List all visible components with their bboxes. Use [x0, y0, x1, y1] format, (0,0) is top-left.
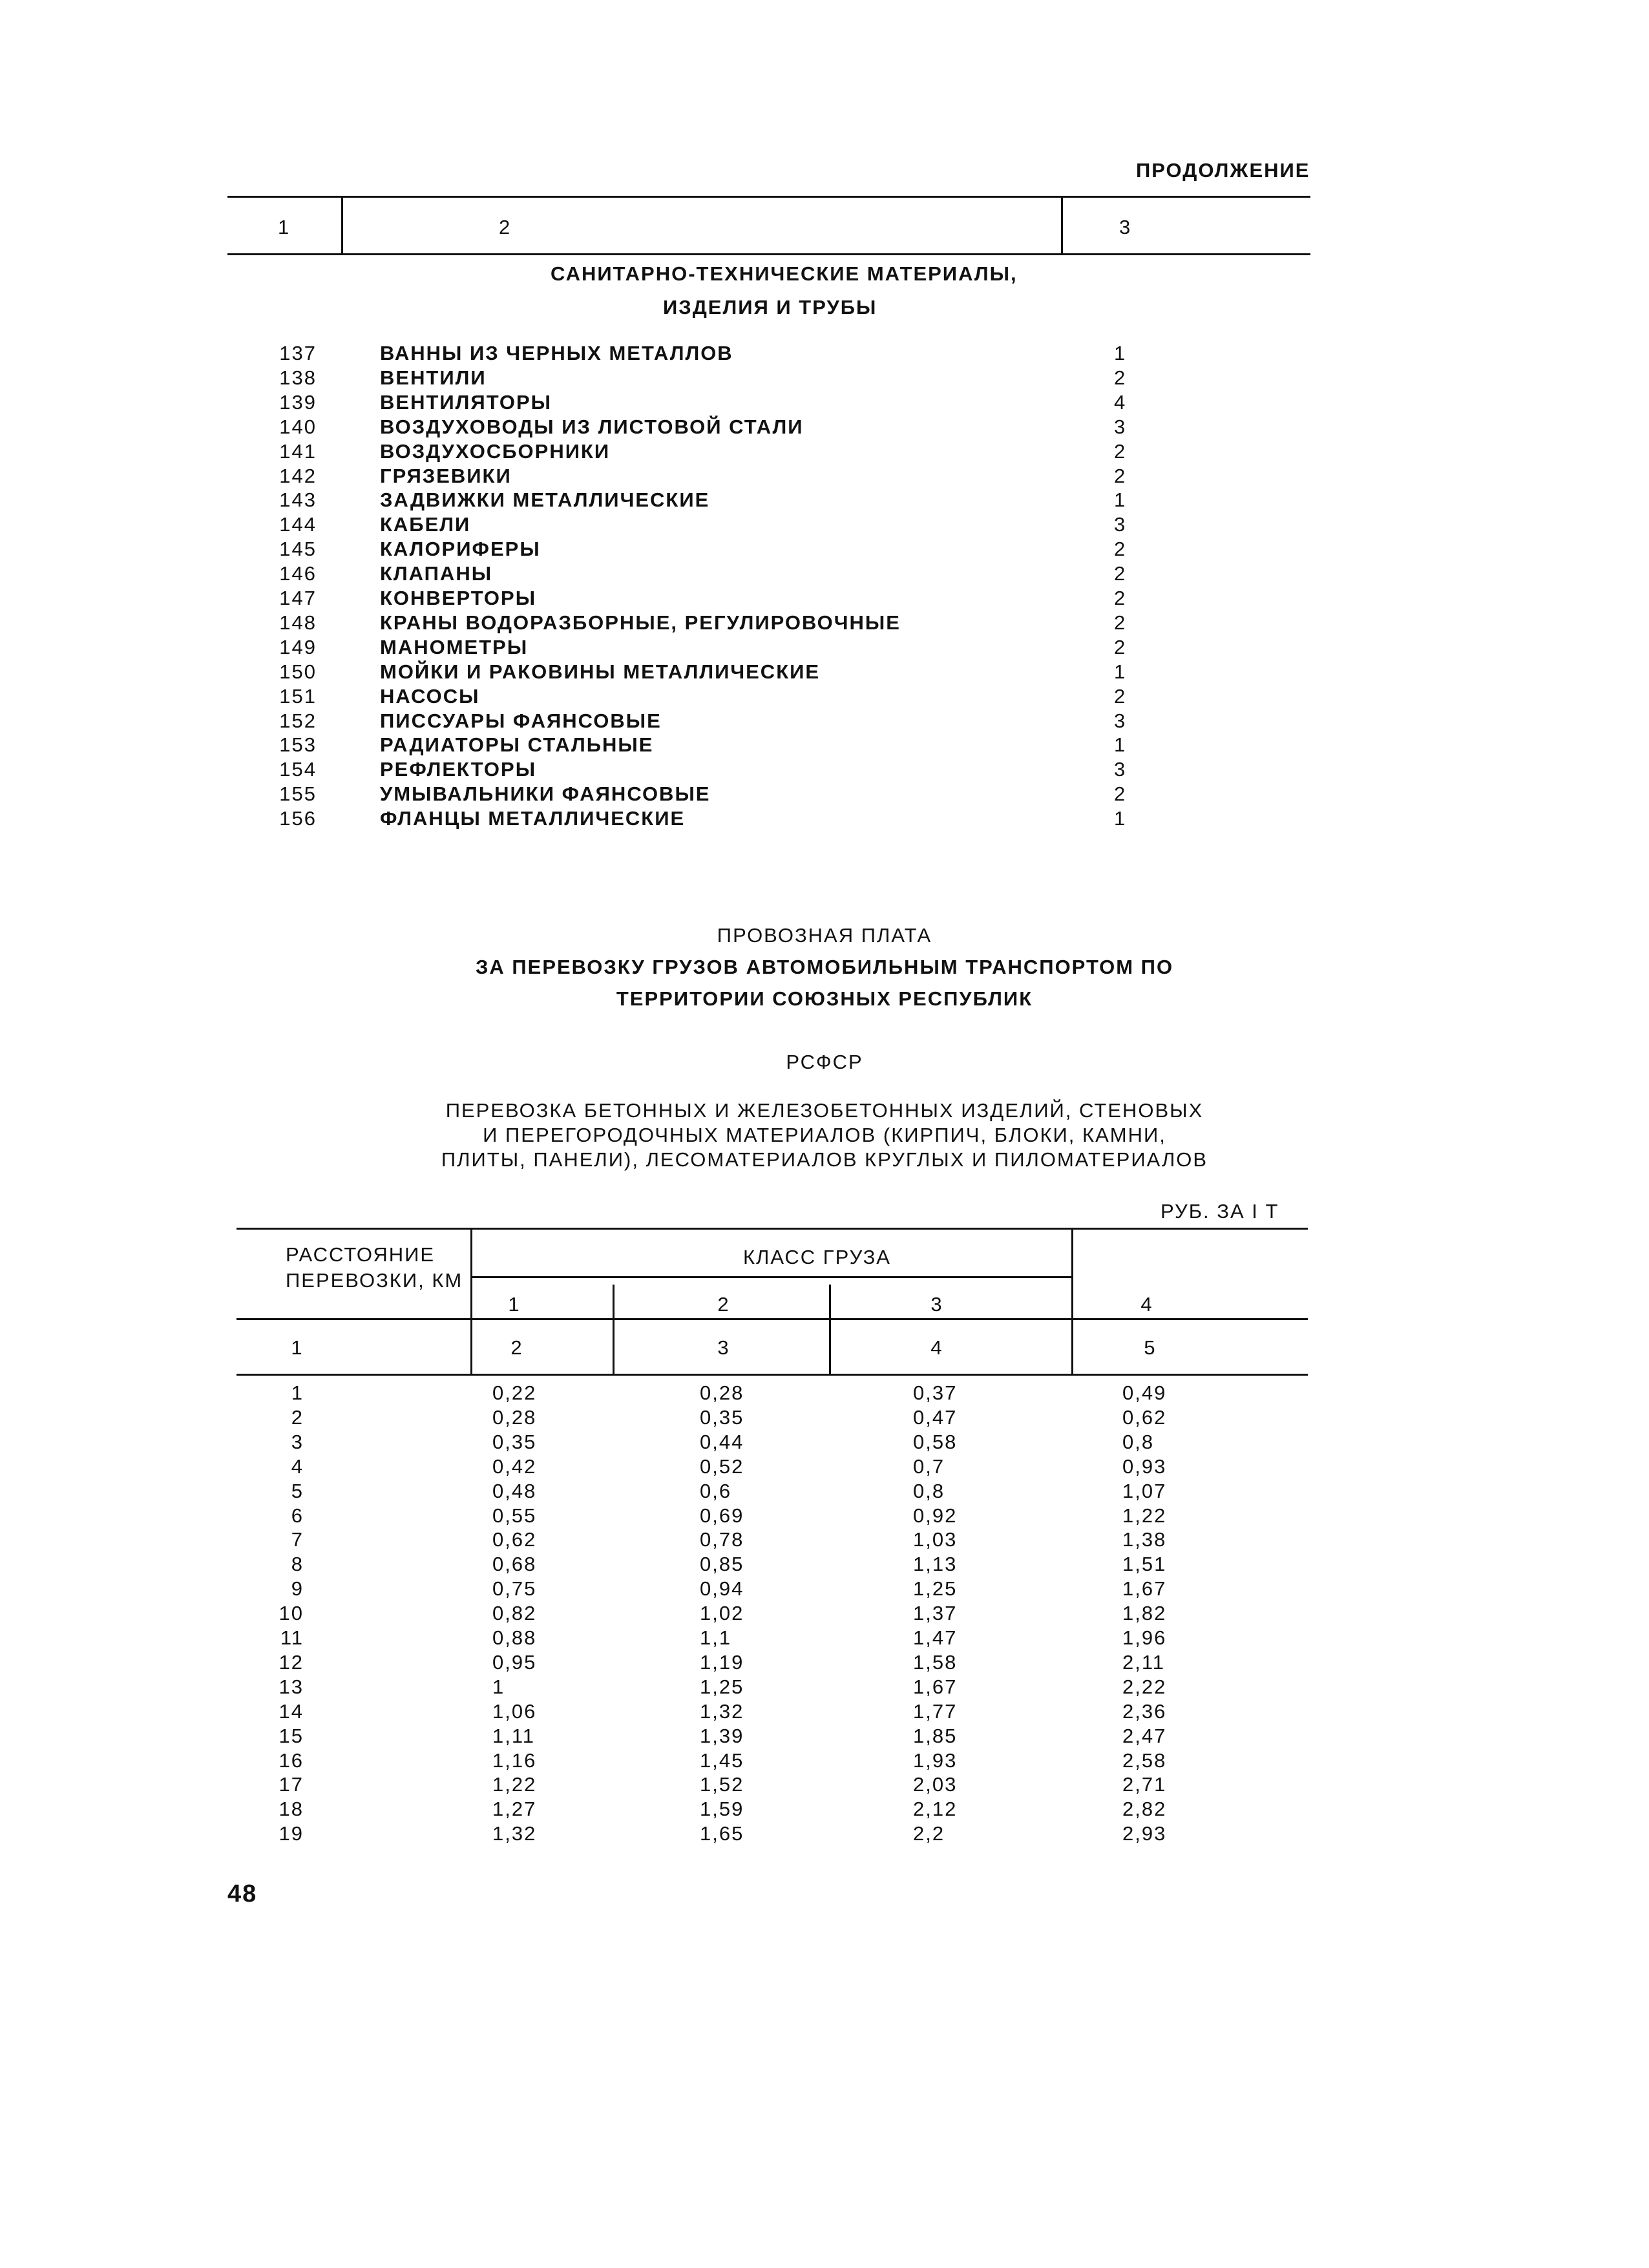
- table2-col-divider-3: [829, 1285, 831, 1374]
- fee-class-1: 0,62: [492, 1528, 537, 1551]
- fee-class-2: 0,28: [700, 1381, 744, 1404]
- table2-row: [0, 1652, 1649, 1677]
- fee-class-2: 0,52: [700, 1455, 744, 1478]
- distance-km: 18: [278, 1798, 304, 1820]
- class-number-2: 2: [717, 1293, 730, 1316]
- section-title-line1: САНИТАРНО-ТЕХНИЧЕСКИЕ МАТЕРИАЛЫ,: [551, 262, 1018, 285]
- column-number-4: 4: [930, 1336, 943, 1359]
- item-class: 1: [1114, 342, 1127, 364]
- table1-header-rule: [227, 253, 1310, 255]
- fee-class-2: 0,85: [700, 1553, 744, 1575]
- fee-class-1: 1,32: [492, 1822, 537, 1845]
- class-header: КЛАСС ГРУЗА: [743, 1246, 891, 1268]
- fee-class-1: 1,22: [492, 1773, 537, 1796]
- fee-class-4: 2,36: [1122, 1700, 1167, 1723]
- fee-class-4: 1,51: [1122, 1553, 1167, 1575]
- distance-km: 8: [291, 1553, 304, 1575]
- fee-class-1: 1,16: [492, 1749, 537, 1772]
- table2-class-numbers-rule: [236, 1318, 1308, 1320]
- item-class: 3: [1114, 758, 1127, 781]
- item-name: ВОЗДУХОСБОРНИКИ: [380, 440, 611, 463]
- fee-class-2: 0,35: [700, 1406, 744, 1429]
- republic-heading: РСФСР: [786, 1051, 863, 1073]
- fee-class-2: 0,6: [700, 1480, 732, 1502]
- table2-row: [0, 1432, 1649, 1456]
- fee-class-3: 0,37: [913, 1381, 958, 1404]
- table1-row: [0, 343, 1649, 368]
- item-class: 1: [1114, 488, 1127, 511]
- fee-class-1: 0,42: [492, 1455, 537, 1478]
- fee-class-1: 1,06: [492, 1700, 537, 1723]
- column-number-1: 1: [291, 1336, 304, 1359]
- fee-title-line1: ПРОВОЗНАЯ ПЛАТА: [717, 924, 932, 947]
- item-name: ВОЗДУХОВОДЫ ИЗ ЛИСТОВОЙ СТАЛИ: [380, 415, 804, 438]
- table1-row: [0, 588, 1649, 613]
- item-class: 2: [1114, 440, 1127, 463]
- item-class: 4: [1114, 391, 1127, 414]
- table1-header-col3: 3: [1119, 216, 1132, 238]
- table1-row: [0, 563, 1649, 588]
- item-number: 153: [279, 733, 317, 756]
- fee-class-3: 1,13: [913, 1553, 958, 1575]
- item-name: ВАННЫ ИЗ ЧЕРНЫХ МЕТАЛЛОВ: [380, 342, 733, 364]
- item-name: МАНОМЕТРЫ: [380, 636, 529, 658]
- item-class: 2: [1114, 782, 1127, 805]
- table1-row: [0, 392, 1649, 417]
- class-number-4: 4: [1140, 1293, 1153, 1316]
- item-name: КАЛОРИФЕРЫ: [380, 538, 541, 560]
- table1-col-divider-1: [341, 196, 343, 255]
- fee-class-3: 1,25: [913, 1577, 958, 1600]
- fee-class-3: 2,2: [913, 1822, 945, 1845]
- item-name: ВЕНТИЛИ: [380, 366, 487, 389]
- class-number-3: 3: [930, 1293, 943, 1316]
- table2-class-rule: [470, 1276, 1071, 1278]
- table2-row: [0, 1481, 1649, 1506]
- distance-km: 17: [278, 1773, 304, 1796]
- item-class: 2: [1114, 636, 1127, 658]
- item-number: 152: [279, 709, 317, 732]
- table2-row: [0, 1529, 1649, 1554]
- distance-header-line1: РАССТОЯНИЕ: [286, 1243, 436, 1266]
- fee-class-4: 2,93: [1122, 1822, 1167, 1845]
- table1-row: [0, 662, 1649, 686]
- distance-km: 2: [291, 1406, 304, 1429]
- fee-class-3: 2,03: [913, 1773, 958, 1796]
- fee-title-line2: ЗА ПЕРЕВОЗКУ ГРУЗОВ АВТОМОБИЛЬНЫМ ТРАНСПОРТОМ ПО: [475, 956, 1174, 978]
- fee-class-4: 1,07: [1122, 1480, 1167, 1502]
- table2-header-rule: [236, 1374, 1308, 1376]
- item-name: ГРЯЗЕВИКИ: [380, 465, 512, 487]
- class-number-1: 1: [508, 1293, 521, 1316]
- item-number: 139: [279, 391, 317, 414]
- table1-row: [0, 637, 1649, 662]
- distance-km: 3: [291, 1431, 304, 1453]
- fee-class-1: 1: [492, 1675, 505, 1698]
- column-number-3: 3: [717, 1336, 730, 1359]
- item-number: 141: [279, 440, 317, 463]
- item-number: 137: [279, 342, 317, 364]
- table2-row: [0, 1701, 1649, 1726]
- fee-class-3: 1,47: [913, 1626, 958, 1649]
- item-class: 2: [1114, 587, 1127, 609]
- table1-row: [0, 808, 1649, 833]
- item-class: 1: [1114, 660, 1127, 683]
- fee-class-2: 0,44: [700, 1431, 744, 1453]
- fee-class-1: 0,95: [492, 1651, 537, 1674]
- item-class: 2: [1114, 366, 1127, 389]
- table2-col-divider-4: [1071, 1228, 1073, 1374]
- item-number: 143: [279, 488, 317, 511]
- fee-class-3: 1,03: [913, 1528, 958, 1551]
- table2-top-rule: [236, 1228, 1308, 1230]
- table2-row: [0, 1456, 1649, 1481]
- transport-desc-line1: ПЕРЕВОЗКА БЕТОННЫХ И ЖЕЛЕЗОБЕТОННЫХ ИЗДЕЛИЙ, СТЕНОВЫХ: [445, 1099, 1204, 1122]
- item-number: 144: [279, 513, 317, 536]
- item-number: 148: [279, 611, 317, 634]
- item-number: 140: [279, 415, 317, 438]
- table2-row: [0, 1677, 1649, 1701]
- fee-class-1: 0,88: [492, 1626, 537, 1649]
- fee-class-2: 1,02: [700, 1602, 744, 1624]
- table1-header-col1: 1: [278, 216, 291, 238]
- fee-class-4: 0,49: [1122, 1381, 1167, 1404]
- item-name: КОНВЕРТОРЫ: [380, 587, 537, 609]
- table1-row: [0, 759, 1649, 784]
- fee-class-2: 1,52: [700, 1773, 744, 1796]
- fee-class-4: 2,47: [1122, 1725, 1167, 1747]
- table2-row: [0, 1383, 1649, 1407]
- table1-row: [0, 368, 1649, 392]
- fee-class-3: 0,58: [913, 1431, 958, 1453]
- table1-row: [0, 417, 1649, 441]
- item-number: 150: [279, 660, 317, 683]
- fee-title-line3: ТЕРРИТОРИИ СОЮЗНЫХ РЕСПУБЛИК: [616, 987, 1033, 1010]
- distance-km: 11: [280, 1626, 304, 1649]
- fee-class-3: 1,85: [913, 1725, 958, 1747]
- item-number: 151: [279, 685, 317, 708]
- distance-km: 16: [278, 1749, 304, 1772]
- distance-km: 15: [278, 1725, 304, 1747]
- continuation-label: ПРОДОЛЖЕНИЕ: [1136, 159, 1310, 182]
- item-class: 3: [1114, 415, 1127, 438]
- fee-class-2: 1,45: [700, 1749, 744, 1772]
- item-number: 156: [279, 807, 317, 830]
- item-class: 3: [1114, 709, 1127, 732]
- distance-km: 14: [278, 1700, 304, 1723]
- distance-km: 13: [278, 1675, 304, 1698]
- column-number-2: 2: [510, 1336, 523, 1359]
- fee-class-2: 1,25: [700, 1675, 744, 1698]
- fee-class-2: 1,59: [700, 1798, 744, 1820]
- table1-row: [0, 686, 1649, 711]
- table2-row: [0, 1628, 1649, 1652]
- item-number: 147: [279, 587, 317, 609]
- distance-km: 10: [278, 1602, 304, 1624]
- fee-class-2: 1,32: [700, 1700, 744, 1723]
- fee-class-3: 0,7: [913, 1455, 945, 1478]
- table2-row: [0, 1579, 1649, 1603]
- table1-row: [0, 711, 1649, 735]
- item-name: ФЛАНЦЫ МЕТАЛЛИЧЕСКИЕ: [380, 807, 686, 830]
- fee-class-1: 0,28: [492, 1406, 537, 1429]
- fee-class-4: 2,71: [1122, 1773, 1167, 1796]
- item-name: ПИССУАРЫ ФАЯНСОВЫЕ: [380, 709, 662, 732]
- item-class: 2: [1114, 465, 1127, 487]
- fee-class-3: 0,92: [913, 1504, 958, 1527]
- table2-row: [0, 1799, 1649, 1823]
- item-name: КРАНЫ ВОДОРАЗБОРНЫЕ, РЕГУЛИРОВОЧНЫЕ: [380, 611, 901, 634]
- item-number: 138: [279, 366, 317, 389]
- table1-row: [0, 539, 1649, 563]
- fee-class-2: 1,1: [700, 1626, 732, 1649]
- item-class: 1: [1114, 733, 1127, 756]
- item-class: 3: [1114, 513, 1127, 536]
- distance-km: 19: [278, 1822, 304, 1845]
- fee-class-4: 1,38: [1122, 1528, 1167, 1551]
- distance-km: 5: [291, 1480, 304, 1502]
- fee-class-4: 0,62: [1122, 1406, 1167, 1429]
- item-class: 2: [1114, 562, 1127, 585]
- fee-class-1: 1,27: [492, 1798, 537, 1820]
- fee-class-3: 1,67: [913, 1675, 958, 1698]
- item-name: НАСОСЫ: [380, 685, 480, 708]
- fee-class-3: 1,58: [913, 1651, 958, 1674]
- table2-row: [0, 1554, 1649, 1579]
- item-number: 146: [279, 562, 317, 585]
- page-number: 48: [227, 1880, 258, 1907]
- distance-km: 1: [291, 1381, 304, 1404]
- item-number: 155: [279, 782, 317, 805]
- distance-km: 9: [291, 1577, 304, 1600]
- fee-class-1: 0,68: [492, 1553, 537, 1575]
- table1-row: [0, 466, 1649, 490]
- fee-class-2: 0,78: [700, 1528, 744, 1551]
- fee-class-4: 1,67: [1122, 1577, 1167, 1600]
- fee-class-1: 0,22: [492, 1381, 537, 1404]
- table1-row: [0, 613, 1649, 637]
- table1-row: [0, 441, 1649, 466]
- table2-row: [0, 1506, 1649, 1530]
- fee-class-4: 2,22: [1122, 1675, 1167, 1698]
- fee-class-4: 1,82: [1122, 1602, 1167, 1624]
- fee-class-1: 0,75: [492, 1577, 537, 1600]
- fee-class-1: 0,48: [492, 1480, 537, 1502]
- item-number: 142: [279, 465, 317, 487]
- fee-class-3: 0,47: [913, 1406, 958, 1429]
- table1-header-col2: 2: [499, 216, 512, 238]
- table2-row: [0, 1603, 1649, 1628]
- fee-class-2: 1,19: [700, 1651, 744, 1674]
- item-name: КАБЕЛИ: [380, 513, 471, 536]
- fee-class-2: 0,69: [700, 1504, 744, 1527]
- fee-class-4: 2,11: [1122, 1651, 1166, 1674]
- item-number: 145: [279, 538, 317, 560]
- fee-class-4: 0,8: [1122, 1431, 1155, 1453]
- fee-class-1: 0,35: [492, 1431, 537, 1453]
- fee-class-1: 1,11: [492, 1725, 536, 1747]
- item-class: 2: [1114, 611, 1127, 634]
- fee-class-4: 2,82: [1122, 1798, 1167, 1820]
- item-name: КЛАПАНЫ: [380, 562, 493, 585]
- table2-row: [0, 1726, 1649, 1750]
- table2-row: [0, 1407, 1649, 1432]
- fee-class-2: 1,39: [700, 1725, 744, 1747]
- distance-km: 12: [278, 1651, 304, 1674]
- item-class: 2: [1114, 538, 1127, 560]
- item-name: РАДИАТОРЫ СТАЛЬНЫЕ: [380, 733, 654, 756]
- fee-class-3: 1,93: [913, 1749, 958, 1772]
- table2-row: [0, 1823, 1649, 1848]
- section-title-line2: ИЗДЕЛИЯ И ТРУБЫ: [663, 296, 877, 319]
- distance-header-line2: ПЕРЕВОЗКИ, КМ: [286, 1269, 463, 1292]
- table2-col-divider-2: [613, 1285, 614, 1374]
- table1-row: [0, 735, 1649, 759]
- transport-desc-line2: И ПЕРЕГОРОДОЧНЫХ МАТЕРИАЛОВ (КИРПИЧ, БЛОКИ, КАМНИ,: [483, 1124, 1166, 1146]
- item-number: 149: [279, 636, 317, 658]
- table2-row: [0, 1774, 1649, 1799]
- fee-class-3: 1,77: [913, 1700, 958, 1723]
- distance-km: 6: [291, 1504, 304, 1527]
- table1-row: [0, 490, 1649, 514]
- item-name: МОЙКИ И РАКОВИНЫ МЕТАЛЛИЧЕСКИЕ: [380, 660, 821, 683]
- distance-km: 7: [291, 1528, 304, 1551]
- table1-col-divider-2: [1061, 196, 1063, 255]
- item-class: 2: [1114, 685, 1127, 708]
- fee-class-3: 0,8: [913, 1480, 945, 1502]
- table1-top-rule: [227, 196, 1310, 198]
- fee-class-2: 1,65: [700, 1822, 744, 1845]
- fee-class-4: 0,93: [1122, 1455, 1167, 1478]
- fee-class-1: 0,82: [492, 1602, 537, 1624]
- item-number: 154: [279, 758, 317, 781]
- transport-desc-line3: ПЛИТЫ, ПАНЕЛИ), ЛЕСОМАТЕРИАЛОВ КРУГЛЫХ И ПИЛОМАТЕРИАЛОВ: [441, 1148, 1208, 1171]
- unit-label: РУБ. ЗА I Т: [1161, 1200, 1279, 1223]
- item-class: 1: [1114, 807, 1127, 830]
- column-number-5: 5: [1144, 1336, 1157, 1359]
- table1-row: [0, 514, 1649, 539]
- fee-class-4: 1,96: [1122, 1626, 1167, 1649]
- table2-row: [0, 1750, 1649, 1775]
- fee-class-4: 1,22: [1122, 1504, 1167, 1527]
- table1-row: [0, 784, 1649, 808]
- fee-class-2: 0,94: [700, 1577, 744, 1600]
- fee-class-1: 0,55: [492, 1504, 537, 1527]
- item-name: ЗАДВИЖКИ МЕТАЛЛИЧЕСКИЕ: [380, 488, 710, 511]
- item-name: РЕФЛЕКТОРЫ: [380, 758, 537, 781]
- fee-class-3: 2,12: [913, 1798, 958, 1820]
- item-name: ВЕНТИЛЯТОРЫ: [380, 391, 552, 414]
- fee-class-4: 2,58: [1122, 1749, 1167, 1772]
- distance-km: 4: [291, 1455, 304, 1478]
- fee-class-3: 1,37: [913, 1602, 958, 1624]
- item-name: УМЫВАЛЬНИКИ ФАЯНСОВЫЕ: [380, 782, 711, 805]
